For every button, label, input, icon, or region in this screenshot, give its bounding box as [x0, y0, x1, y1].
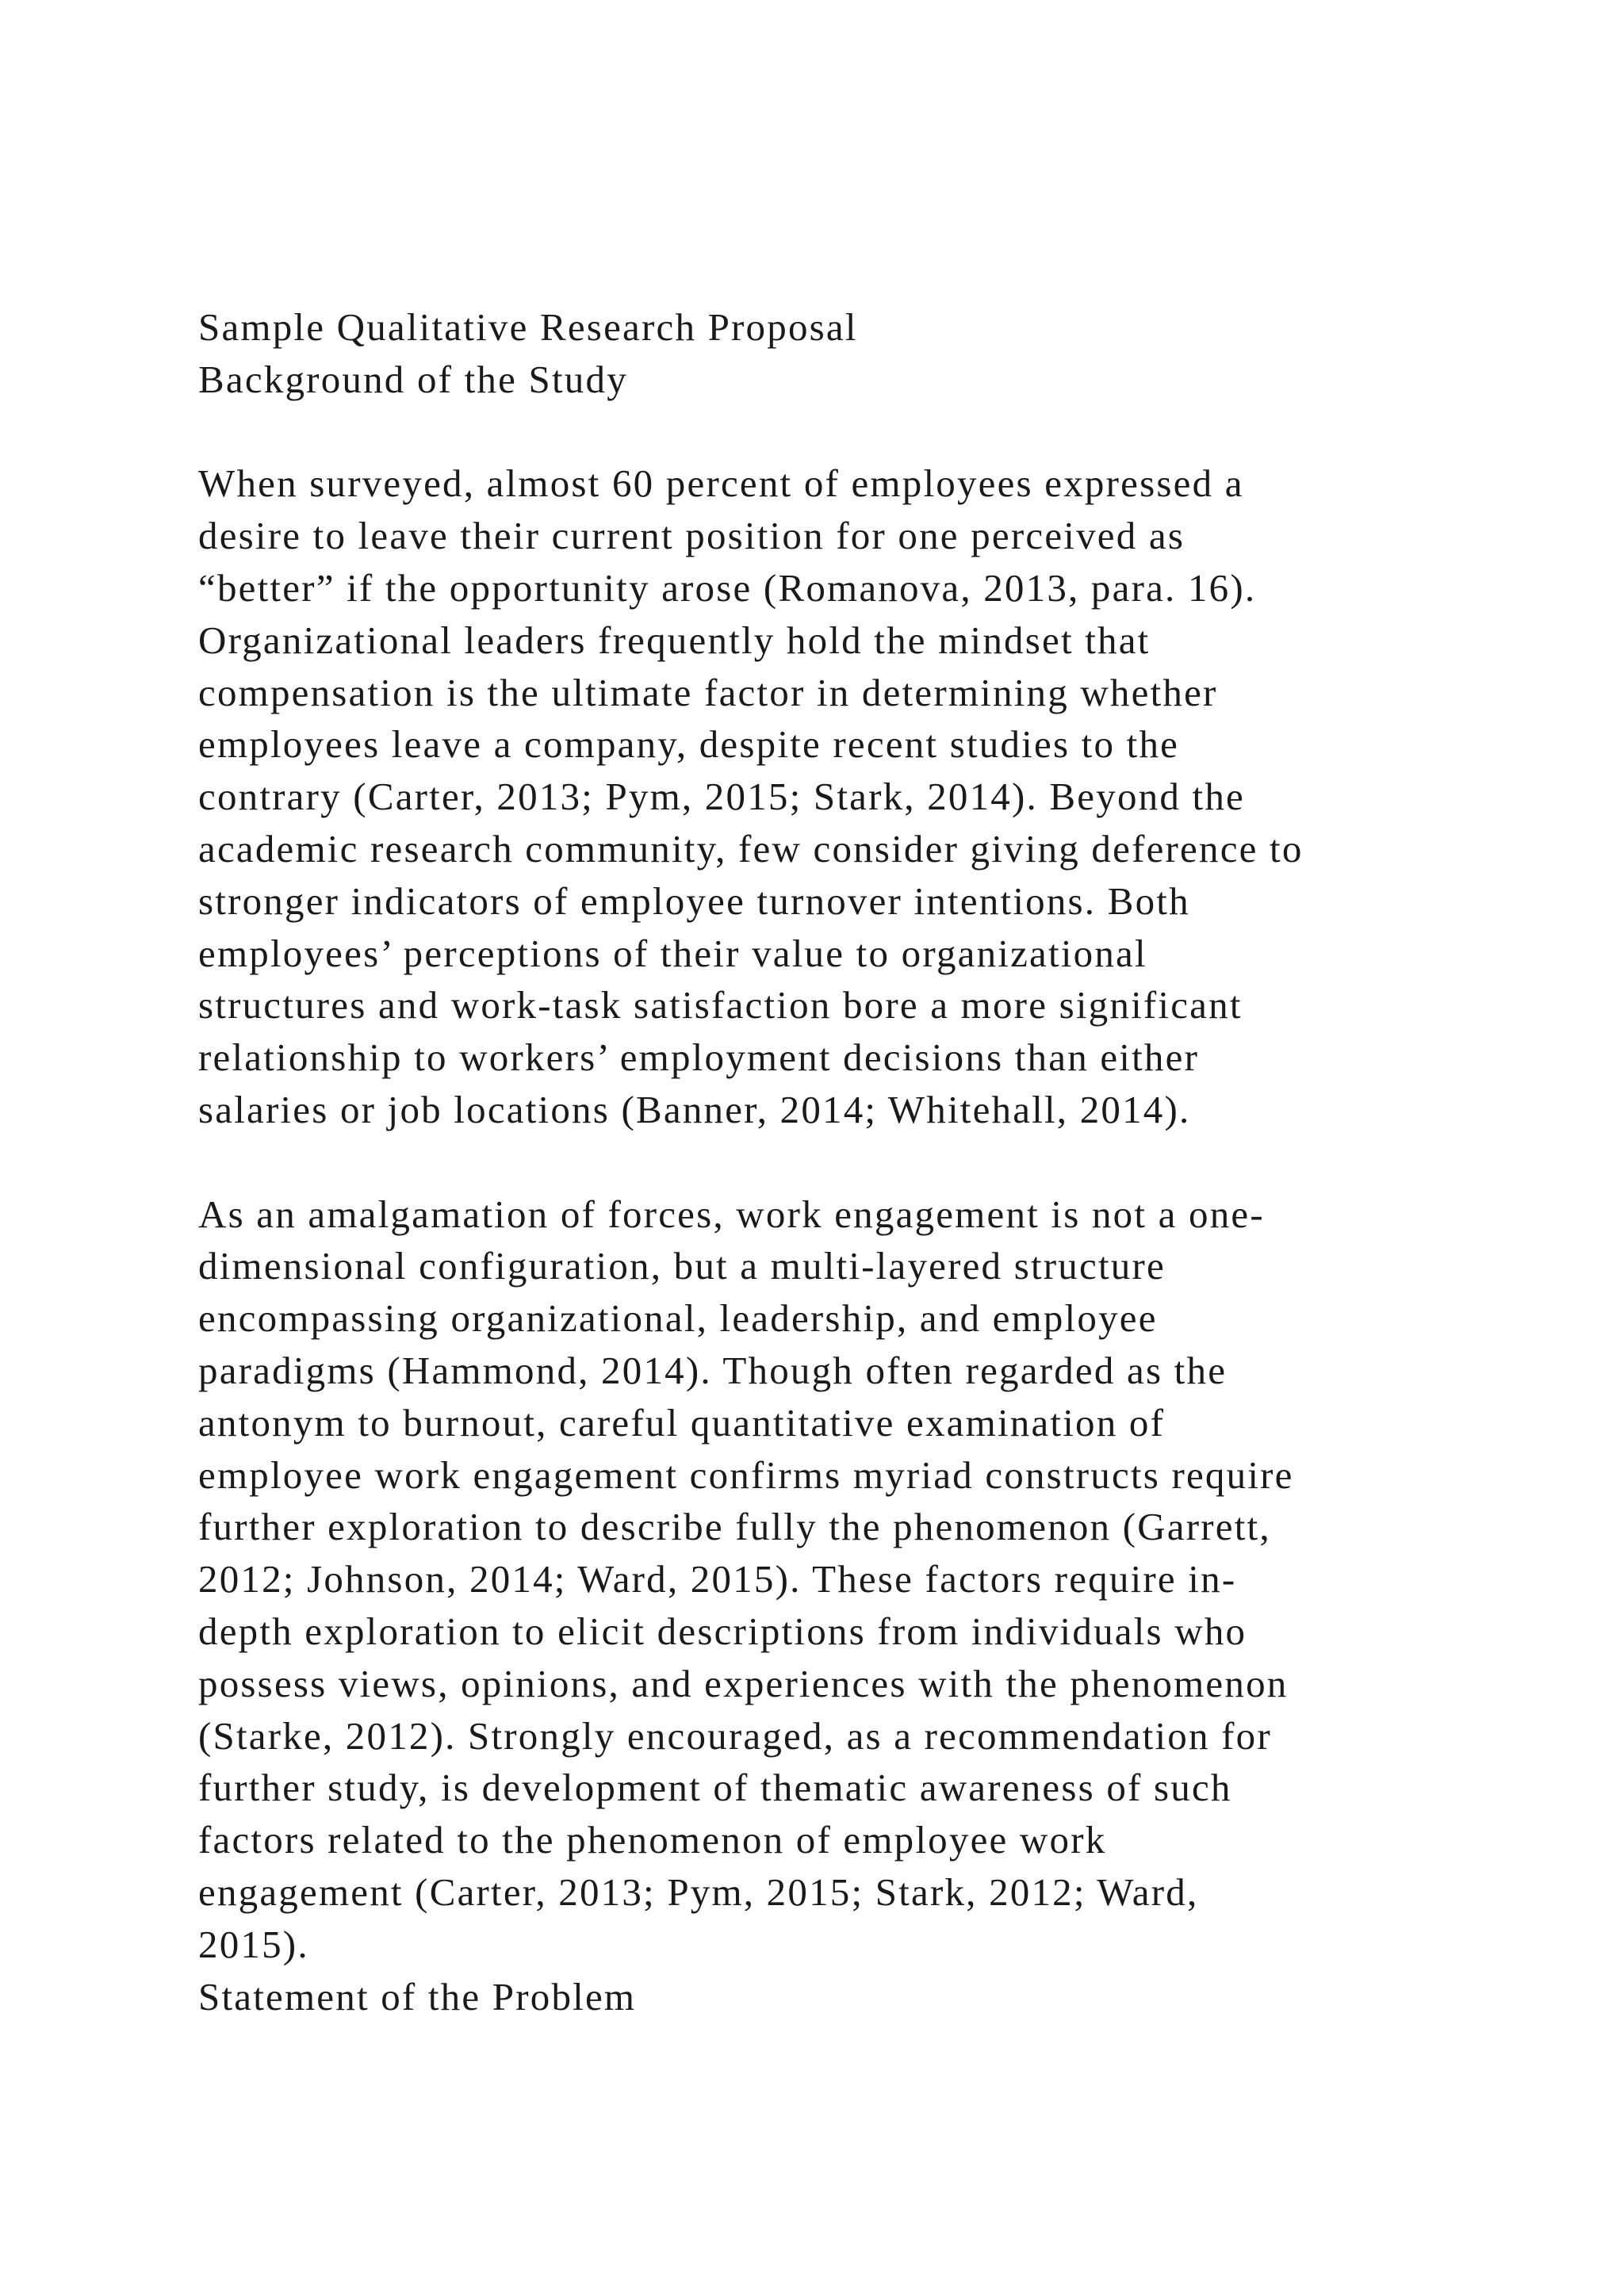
section-heading-background: Background of the Study: [198, 357, 628, 401]
paragraph-line: salaries or job locations (Banner, 2014; Whitehall, 2014).: [198, 1087, 1191, 1131]
paragraph-line: stronger indicators of employee turnover intentions. Both: [198, 878, 1190, 923]
paragraph-line: antonym to burnout, careful quantitative examination of: [198, 1400, 1166, 1445]
paragraph-line: When surveyed, almost 60 percent of employees expressed a: [198, 461, 1244, 506]
paragraph-background-2: [198, 1188, 1546, 1971]
paragraph-line: employee work engagement confirms myriad constructs require: [198, 1452, 1294, 1497]
paragraph-line: 2015).: [198, 1922, 309, 1966]
paragraph-line: compensation is the ultimate factor in determining whether: [198, 670, 1218, 714]
paragraph-line: encompassing organizational, leadership, and employee: [198, 1296, 1158, 1341]
paragraph-line: paradigms (Hammond, 2014). Though often regarded as the: [198, 1348, 1228, 1392]
paragraph-line: 2012; Johnson, 2014; Ward, 2015). These factors require in-: [198, 1557, 1237, 1601]
paragraph-spacer: [198, 406, 1546, 458]
section-heading-problem: Statement of the Problem: [198, 1974, 637, 2019]
document-title: Sample Qualitative Research Proposal: [198, 305, 858, 349]
paragraph-line: possess views, opinions, and experiences with the phenomenon: [198, 1661, 1289, 1705]
paragraph-line: relationship to workers’ employment decisions than either: [198, 1035, 1200, 1080]
paragraph-background-1: [198, 457, 1546, 1135]
paragraph-line: “better” if the opportunity arose (Romanova, 2013, para. 16).: [198, 565, 1257, 610]
paragraph-line: factors related to the phenomenon of employee work: [198, 1818, 1107, 1862]
paragraph-line: Organizational leaders frequently hold the mindset that: [198, 618, 1151, 662]
paragraph-line: academic research community, few consider giving deference to: [198, 826, 1304, 871]
paragraph-line: further exploration to describe fully the phenomenon (Garrett,: [198, 1505, 1271, 1549]
paragraph-line: employees leave a company, despite recent studies to the: [198, 722, 1180, 767]
paragraph-line: As an amalgamation of forces, work engagement is not a one-: [198, 1192, 1265, 1236]
paragraph-line: contrary (Carter, 2013; Pym, 2015; Stark, 2014). Beyond the: [198, 775, 1245, 819]
paragraph-line: dimensional configuration, but a multi-layered structure: [198, 1244, 1166, 1288]
document-body: [198, 301, 1546, 2022]
paragraph-line: further study, is development of thematic awareness of such: [198, 1766, 1232, 1810]
paragraph-line: depth exploration to elicit descriptions from individuals who: [198, 1609, 1247, 1653]
paragraph-line: employees’ perceptions of their value to organizational: [198, 931, 1147, 975]
paragraph-line: structures and work-task satisfaction bore a more significant: [198, 983, 1243, 1027]
paragraph-line: (Starke, 2012). Strongly encouraged, as a recommendation for: [198, 1713, 1272, 1758]
paragraph-line: desire to leave their current position for one perceived as: [198, 514, 1185, 558]
paragraph-line: engagement (Carter, 2013; Pym, 2015; Stark, 2012; Ward,: [198, 1869, 1199, 1914]
paragraph-spacer: [198, 1136, 1546, 1188]
